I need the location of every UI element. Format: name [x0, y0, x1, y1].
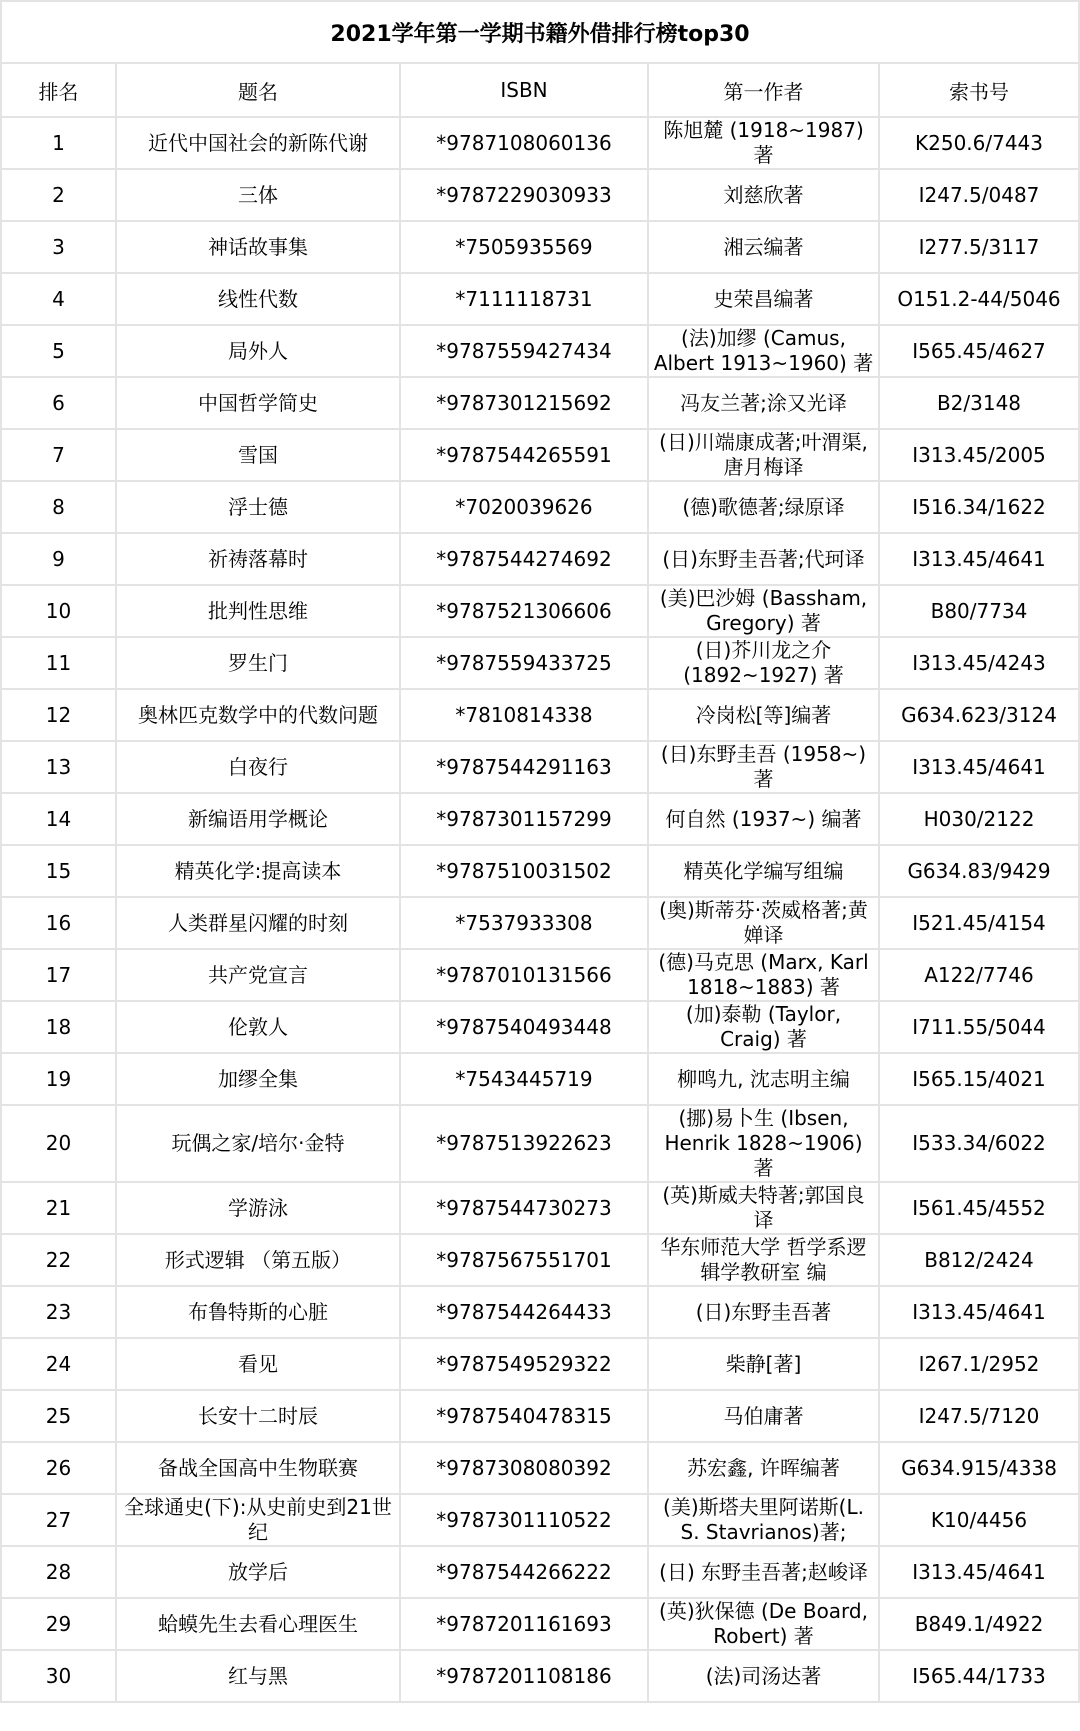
- cell-call-number: I267.1/2952: [879, 1338, 1079, 1390]
- cell-author: (日)东野圭吾著;代珂译: [648, 533, 879, 585]
- table-row: [1, 429, 1079, 481]
- cell-isbn: *9787567551701: [400, 1234, 648, 1286]
- cell-isbn: *9787540478315: [400, 1390, 648, 1442]
- cell-rank: 24: [1, 1338, 116, 1390]
- cell-author: (美)巴沙姆 (Bassham, Gregory) 著: [648, 585, 879, 637]
- cell-call-number: I277.5/3117: [879, 221, 1079, 273]
- cell-call-number: I533.34/6022: [879, 1105, 1079, 1182]
- cell-title: 浮士德: [116, 481, 400, 533]
- cell-author: (法)司汤达著: [648, 1650, 879, 1702]
- cell-isbn: *9787201161693: [400, 1598, 648, 1650]
- table-row: [1, 1001, 1079, 1053]
- cell-title: 伦敦人: [116, 1001, 400, 1053]
- table-row: [1, 845, 1079, 897]
- table-row: [1, 221, 1079, 273]
- table-row: [1, 1650, 1079, 1702]
- cell-rank: 13: [1, 741, 116, 793]
- cell-title: 线性代数: [116, 273, 400, 325]
- header-title: 题名: [116, 63, 400, 117]
- cell-call-number: B849.1/4922: [879, 1598, 1079, 1650]
- cell-title: 中国哲学简史: [116, 377, 400, 429]
- table-row: [1, 169, 1079, 221]
- table-row: [1, 585, 1079, 637]
- table-row: [1, 533, 1079, 585]
- cell-call-number: G634.623/3124: [879, 689, 1079, 741]
- table-row: [1, 1234, 1079, 1286]
- table-row: [1, 1053, 1079, 1105]
- cell-title: 精英化学:提高读本: [116, 845, 400, 897]
- table-row: [1, 949, 1079, 1001]
- cell-call-number: B2/3148: [879, 377, 1079, 429]
- cell-title: 共产党宣言: [116, 949, 400, 1001]
- cell-isbn: *9787544274692: [400, 533, 648, 585]
- cell-title: 人类群星闪耀的时刻: [116, 897, 400, 949]
- cell-rank: 3: [1, 221, 116, 273]
- table-row: [1, 1598, 1079, 1650]
- cell-rank: 14: [1, 793, 116, 845]
- cell-isbn: *9787559427434: [400, 325, 648, 377]
- cell-rank: 4: [1, 273, 116, 325]
- table-title-row: [1, 1, 1079, 63]
- cell-title: 玩偶之家/培尔·金特: [116, 1105, 400, 1182]
- cell-isbn: *9787513922623: [400, 1105, 648, 1182]
- cell-author: 史荣昌编著: [648, 273, 879, 325]
- cell-rank: 7: [1, 429, 116, 481]
- cell-call-number: I247.5/7120: [879, 1390, 1079, 1442]
- cell-rank: 23: [1, 1286, 116, 1338]
- cell-rank: 8: [1, 481, 116, 533]
- cell-title: 全球通史(下):从史前史到21世纪: [116, 1494, 400, 1546]
- table-row: [1, 117, 1079, 169]
- cell-isbn: *9787540493448: [400, 1001, 648, 1053]
- cell-call-number: H030/2122: [879, 793, 1079, 845]
- cell-call-number: I561.45/4552: [879, 1182, 1079, 1234]
- cell-isbn: *7111118731: [400, 273, 648, 325]
- cell-title: 形式逻辑 （第五版）: [116, 1234, 400, 1286]
- cell-author: (奥)斯蒂芬·茨威格著;黄婵译: [648, 897, 879, 949]
- cell-title: 备战全国高中生物联赛: [116, 1442, 400, 1494]
- table-row: [1, 1390, 1079, 1442]
- cell-author: (德)歌德著;绿原译: [648, 481, 879, 533]
- cell-title: 布鲁特斯的心脏: [116, 1286, 400, 1338]
- cell-author: (挪)易卜生 (Ibsen, Henrik 1828~1906) 著: [648, 1105, 879, 1182]
- cell-rank: 11: [1, 637, 116, 689]
- cell-title: 神话故事集: [116, 221, 400, 273]
- cell-call-number: K10/4456: [879, 1494, 1079, 1546]
- table-row: [1, 1105, 1079, 1182]
- cell-author: 柴静[著]: [648, 1338, 879, 1390]
- cell-isbn: *9787201108186: [400, 1650, 648, 1702]
- cell-author: 刘慈欣著: [648, 169, 879, 221]
- cell-isbn: *9787521306606: [400, 585, 648, 637]
- cell-isbn: *9787549529322: [400, 1338, 648, 1390]
- table-header-row: [1, 63, 1079, 117]
- cell-author: (法)加缪 (Camus, Albert 1913~1960) 著: [648, 325, 879, 377]
- cell-call-number: I516.34/1622: [879, 481, 1079, 533]
- cell-title: 长安十二时辰: [116, 1390, 400, 1442]
- cell-isbn: *9787510031502: [400, 845, 648, 897]
- cell-title: 学游泳: [116, 1182, 400, 1234]
- cell-isbn: *9787544266222: [400, 1546, 648, 1598]
- cell-call-number: K250.6/7443: [879, 117, 1079, 169]
- cell-title: 罗生门: [116, 637, 400, 689]
- cell-isbn: *7020039626: [400, 481, 648, 533]
- cell-isbn: *9787544291163: [400, 741, 648, 793]
- cell-author: 马伯庸著: [648, 1390, 879, 1442]
- cell-rank: 6: [1, 377, 116, 429]
- table-title: 2021学年第一学期书籍外借排行榜top30: [1, 1, 1079, 63]
- cell-isbn: *7537933308: [400, 897, 648, 949]
- cell-isbn: *9787301215692: [400, 377, 648, 429]
- cell-rank: 20: [1, 1105, 116, 1182]
- table-row: [1, 897, 1079, 949]
- cell-rank: 1: [1, 117, 116, 169]
- table-row: [1, 793, 1079, 845]
- cell-rank: 17: [1, 949, 116, 1001]
- cell-author: 冷岗松[等]编著: [648, 689, 879, 741]
- cell-call-number: B80/7734: [879, 585, 1079, 637]
- cell-call-number: B812/2424: [879, 1234, 1079, 1286]
- cell-author: (日)川端康成著;叶渭渠, 唐月梅译: [648, 429, 879, 481]
- cell-rank: 9: [1, 533, 116, 585]
- table-row: [1, 1338, 1079, 1390]
- cell-call-number: G634.83/9429: [879, 845, 1079, 897]
- cell-author: (日)东野圭吾著: [648, 1286, 879, 1338]
- cell-title: 奥林匹克数学中的代数问题: [116, 689, 400, 741]
- cell-title: 红与黑: [116, 1650, 400, 1702]
- table-row: [1, 377, 1079, 429]
- cell-call-number: I521.45/4154: [879, 897, 1079, 949]
- cell-isbn: *9787308080392: [400, 1442, 648, 1494]
- cell-rank: 12: [1, 689, 116, 741]
- cell-title: 祈祷落幕时: [116, 533, 400, 585]
- cell-call-number: I711.55/5044: [879, 1001, 1079, 1053]
- table-row: [1, 1494, 1079, 1546]
- table-row: [1, 273, 1079, 325]
- cell-author: (日)芥川龙之介 (1892~1927) 著: [648, 637, 879, 689]
- cell-rank: 25: [1, 1390, 116, 1442]
- table-row: [1, 1442, 1079, 1494]
- cell-title: 三体: [116, 169, 400, 221]
- cell-author: 华东师范大学 哲学系逻辑学教研室 编: [648, 1234, 879, 1286]
- table-row: [1, 481, 1079, 533]
- table-row: [1, 325, 1079, 377]
- cell-isbn: *7543445719: [400, 1053, 648, 1105]
- cell-call-number: O151.2-44/5046: [879, 273, 1079, 325]
- cell-call-number: I565.44/1733: [879, 1650, 1079, 1702]
- cell-call-number: I313.45/4641: [879, 1286, 1079, 1338]
- cell-isbn: *9787301110522: [400, 1494, 648, 1546]
- cell-title: 白夜行: [116, 741, 400, 793]
- header-call-number: 索书号: [879, 63, 1079, 117]
- cell-rank: 26: [1, 1442, 116, 1494]
- cell-isbn: *9787544265591: [400, 429, 648, 481]
- cell-author: (日)东野圭吾 (1958~) 著: [648, 741, 879, 793]
- cell-author: 湘云编著: [648, 221, 879, 273]
- cell-rank: 19: [1, 1053, 116, 1105]
- cell-call-number: I565.45/4627: [879, 325, 1079, 377]
- table-row: [1, 1182, 1079, 1234]
- cell-call-number: I565.15/4021: [879, 1053, 1079, 1105]
- cell-call-number: I247.5/0487: [879, 169, 1079, 221]
- cell-isbn: *9787559433725: [400, 637, 648, 689]
- cell-author: (加)泰勒 (Taylor, Craig) 著: [648, 1001, 879, 1053]
- cell-isbn: *9787544730273: [400, 1182, 648, 1234]
- cell-author: 柳鸣九, 沈志明主编: [648, 1053, 879, 1105]
- table-row: [1, 637, 1079, 689]
- cell-rank: 30: [1, 1650, 116, 1702]
- cell-title: 局外人: [116, 325, 400, 377]
- cell-call-number: I313.45/4641: [879, 533, 1079, 585]
- cell-isbn: *7505935569: [400, 221, 648, 273]
- cell-author: (德)马克思 (Marx, Karl 1818~1883) 著: [648, 949, 879, 1001]
- cell-title: 蛤蟆先生去看心理医生: [116, 1598, 400, 1650]
- cell-isbn: *9787301157299: [400, 793, 648, 845]
- cell-call-number: A122/7746: [879, 949, 1079, 1001]
- cell-rank: 5: [1, 325, 116, 377]
- cell-rank: 10: [1, 585, 116, 637]
- table-row: [1, 741, 1079, 793]
- cell-isbn: *9787544264433: [400, 1286, 648, 1338]
- cell-rank: 27: [1, 1494, 116, 1546]
- cell-author: (英)狄保德 (De Board, Robert) 著: [648, 1598, 879, 1650]
- header-author: 第一作者: [648, 63, 879, 117]
- cell-rank: 22: [1, 1234, 116, 1286]
- cell-author: 何自然 (1937~) 编著: [648, 793, 879, 845]
- cell-title: 新编语用学概论: [116, 793, 400, 845]
- cell-author: 精英化学编写组编: [648, 845, 879, 897]
- cell-title: 批判性思维: [116, 585, 400, 637]
- cell-isbn: *7810814338: [400, 689, 648, 741]
- header-isbn: ISBN: [400, 63, 648, 117]
- cell-rank: 21: [1, 1182, 116, 1234]
- cell-isbn: *9787108060136: [400, 117, 648, 169]
- cell-isbn: *9787229030933: [400, 169, 648, 221]
- table-row: [1, 1546, 1079, 1598]
- cell-author: 陈旭麓 (1918~1987) 著: [648, 117, 879, 169]
- cell-rank: 15: [1, 845, 116, 897]
- cell-title: 加缪全集: [116, 1053, 400, 1105]
- cell-isbn: *9787010131566: [400, 949, 648, 1001]
- cell-call-number: I313.45/2005: [879, 429, 1079, 481]
- cell-author: (日) 东野圭吾著;赵峻译: [648, 1546, 879, 1598]
- cell-call-number: I313.45/4243: [879, 637, 1079, 689]
- cell-title: 近代中国社会的新陈代谢: [116, 117, 400, 169]
- cell-author: (英)斯威夫特著;郭国良译: [648, 1182, 879, 1234]
- cell-rank: 16: [1, 897, 116, 949]
- cell-author: 苏宏鑫, 许晖编著: [648, 1442, 879, 1494]
- header-rank: 排名: [1, 63, 116, 117]
- cell-title: 看见: [116, 1338, 400, 1390]
- cell-rank: 2: [1, 169, 116, 221]
- cell-rank: 18: [1, 1001, 116, 1053]
- cell-rank: 29: [1, 1598, 116, 1650]
- cell-call-number: G634.915/4338: [879, 1442, 1079, 1494]
- cell-rank: 28: [1, 1546, 116, 1598]
- cell-call-number: I313.45/4641: [879, 1546, 1079, 1598]
- cell-title: 雪国: [116, 429, 400, 481]
- cell-author: 冯友兰著;涂又光译: [648, 377, 879, 429]
- cell-call-number: I313.45/4641: [879, 741, 1079, 793]
- table-row: [1, 1286, 1079, 1338]
- cell-author: (美)斯塔夫里阿诺斯(L. S. Stavrianos)著;: [648, 1494, 879, 1546]
- cell-title: 放学后: [116, 1546, 400, 1598]
- table-row: [1, 689, 1079, 741]
